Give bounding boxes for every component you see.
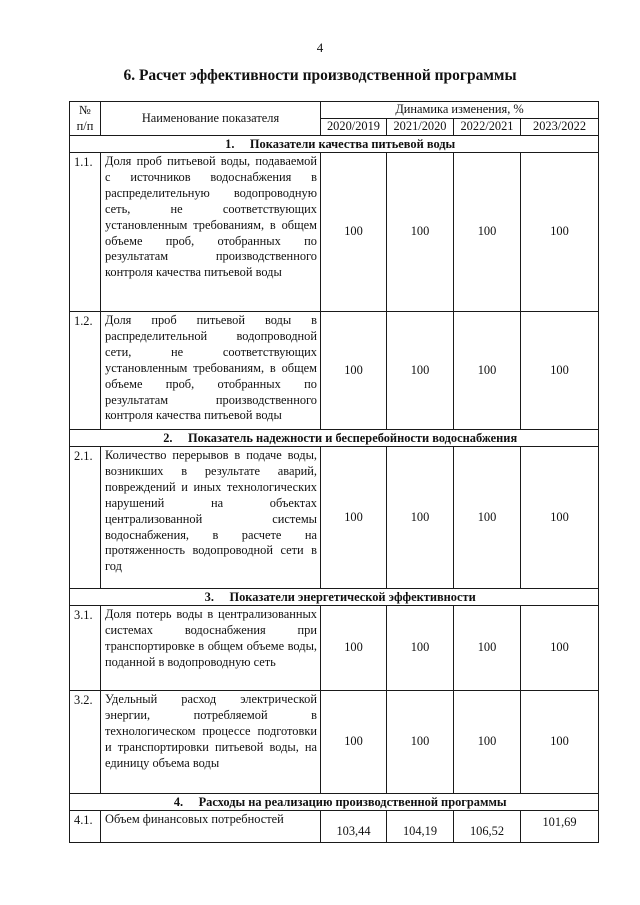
value-cell: 100 bbox=[321, 606, 387, 691]
section-number: 4. bbox=[173, 795, 184, 809]
value-cell: 100 bbox=[454, 447, 521, 589]
value-cell: 100 bbox=[321, 153, 387, 312]
value-cell: 100 bbox=[454, 691, 521, 794]
row-number: 1.1. bbox=[70, 153, 101, 312]
header-year: 2021/2020 bbox=[387, 119, 454, 136]
page-title: 6. Расчет эффективности производственной программы bbox=[123, 67, 517, 84]
section-row bbox=[70, 430, 599, 447]
section-title-cell bbox=[70, 136, 599, 153]
table-row bbox=[70, 811, 599, 843]
value-cell: 104,19 bbox=[387, 811, 454, 843]
value-cell: 100 bbox=[521, 606, 599, 691]
value-cell: 100 bbox=[521, 691, 599, 794]
header-year: 2023/2022 bbox=[521, 119, 599, 136]
section-title: Расходы на реализацию производственной программы bbox=[198, 795, 507, 809]
row-number: 3.1. bbox=[70, 606, 101, 691]
indicator-name: Удельный расход электрической энергии, потребляемой в технологическом процессе подготовки и транспортировки питьевой воды, на единицу объема воды bbox=[101, 691, 321, 794]
value-cell: 100 bbox=[387, 153, 454, 312]
row-number: 2.1. bbox=[70, 447, 101, 589]
value-cell: 101,69 bbox=[521, 811, 599, 843]
section-title: Показатели энергетической эффективности bbox=[229, 590, 476, 604]
indicator-name: Количество перерывов в подаче воды, возникших в результате аварий, повреждений и иных технологических нарушений на объектах централизованной системы водоснабжения, в расчете на протяженность водопроводной сети в год bbox=[101, 447, 321, 589]
page-number: 4 bbox=[316, 40, 324, 55]
header-year: 2020/2019 bbox=[321, 119, 387, 136]
row-number: 3.2. bbox=[70, 691, 101, 794]
header-name-cell: Наименование показателя bbox=[101, 102, 321, 136]
indicator-name: Доля потерь воды в централизованных системах водоснабжения при транспортировке в общем объеме воды, поданной в водопроводную сеть bbox=[101, 606, 321, 691]
value-cell: 100 bbox=[454, 153, 521, 312]
indicator-name: Доля проб питьевой воды в распределительной водопроводной сети, не соответствующих установленным требованиям, в общем объеме проб, отобранных по результатам производственного контроля качества питьевой воды bbox=[101, 312, 321, 430]
section-title-cell bbox=[70, 430, 599, 447]
table-row bbox=[70, 447, 599, 589]
section-number: 3. bbox=[204, 590, 214, 604]
row-number: 1.2. bbox=[70, 312, 101, 430]
indicator-name: Доля проб питьевой воды, подаваемой с источников водоснабжения в распределительную водопроводную сеть, не соответствующих установленным требованиям, в общем объеме проб, отобранных по результатам производственного контроля качества питьевой воды bbox=[101, 153, 321, 312]
header-year: 2022/2021 bbox=[454, 119, 521, 136]
header-row-top bbox=[70, 102, 599, 119]
section-title-cell bbox=[70, 589, 599, 606]
table-row bbox=[70, 312, 599, 430]
value-cell: 100 bbox=[454, 606, 521, 691]
value-cell: 100 bbox=[387, 447, 454, 589]
section-title-cell bbox=[70, 794, 599, 811]
efficiency-table bbox=[69, 101, 599, 843]
section-title: Показатель надежности и бесперебойности водоснабжения bbox=[187, 431, 518, 445]
table-row bbox=[70, 691, 599, 794]
indicator-name: Объем финансовых потребностей bbox=[101, 811, 321, 843]
section-row bbox=[70, 794, 599, 811]
value-cell: 100 bbox=[321, 691, 387, 794]
value-cell: 106,52 bbox=[454, 811, 521, 843]
row-number: 4.1. bbox=[70, 811, 101, 843]
section-row bbox=[70, 136, 599, 153]
header-num-label: № bbox=[79, 102, 91, 117]
header-dynamics-cell: Динамика изменения, % bbox=[321, 102, 599, 119]
value-cell: 100 bbox=[387, 691, 454, 794]
value-cell: 100 bbox=[521, 312, 599, 430]
value-cell: 100 bbox=[321, 447, 387, 589]
value-cell: 100 bbox=[521, 153, 599, 312]
table-row bbox=[70, 153, 599, 312]
value-cell: 100 bbox=[387, 312, 454, 430]
value-cell: 100 bbox=[387, 606, 454, 691]
section-number: 1. bbox=[225, 137, 235, 151]
section-title: Показатели качества питьевой воды bbox=[249, 137, 456, 151]
table-row bbox=[70, 606, 599, 691]
value-cell: 100 bbox=[521, 447, 599, 589]
section-number: 2. bbox=[163, 431, 173, 445]
value-cell: 100 bbox=[454, 312, 521, 430]
header-num-cell bbox=[70, 102, 101, 136]
value-cell: 100 bbox=[321, 312, 387, 430]
header-num-sub-label: п/п bbox=[76, 118, 94, 133]
section-row bbox=[70, 589, 599, 606]
value-cell: 103,44 bbox=[321, 811, 387, 843]
